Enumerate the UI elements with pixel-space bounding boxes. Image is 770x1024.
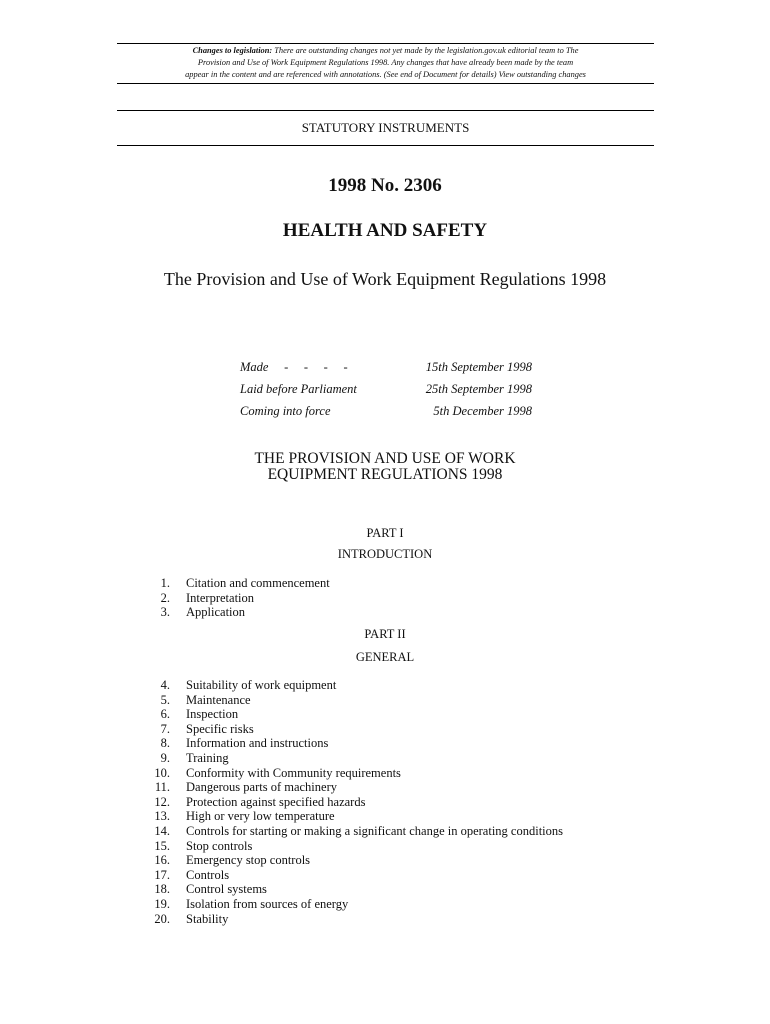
toc-text[interactable]: Dangerous parts of machinery <box>186 780 337 795</box>
toc-text[interactable]: Controls <box>186 867 230 882</box>
toc-number: 3. <box>160 605 170 620</box>
toc-item[interactable] <box>130 897 690 912</box>
toc-item[interactable] <box>130 809 690 824</box>
date-label: Laid before Parliament <box>240 382 357 396</box>
notice-line-2: Provision and Use of Work Equipment Regulations 1998. Any changes that have already been made by the team <box>197 58 574 67</box>
toc-text[interactable]: Stop controls <box>186 838 253 853</box>
toc-number: 20. <box>154 911 170 926</box>
toc-number: 9. <box>160 750 170 765</box>
toc-item[interactable] <box>130 707 690 722</box>
toc-text[interactable]: Maintenance <box>186 692 251 707</box>
toc-number: 12. <box>154 794 170 809</box>
regulations-title-line-1: THE PROVISION AND USE OF WORK <box>254 450 516 467</box>
document-title: The Provision and Use of Work Equipment Regulations 1998 <box>163 269 607 289</box>
part-2-label: PART II <box>364 627 406 641</box>
notice-line-3[interactable]: appear in the content and are referenced with annotations. (See end of Document for details) View outstanding changes <box>185 70 586 79</box>
toc-text[interactable]: Conformity with Community requirements <box>186 765 401 780</box>
toc-number: 4. <box>160 678 170 692</box>
date-row-force <box>240 400 532 422</box>
dates-block <box>240 356 532 422</box>
toc-number: 7. <box>160 721 170 736</box>
date-label: Made - - - - <box>240 360 348 374</box>
toc-text[interactable]: Isolation from sources of energy <box>186 896 349 911</box>
toc-item[interactable] <box>130 576 690 591</box>
toc-text[interactable]: High or very low temperature <box>186 809 335 824</box>
toc-text[interactable]: Controls for starting or making a significant change in operating conditions <box>186 823 564 838</box>
toc-item[interactable] <box>130 693 690 708</box>
toc-item[interactable] <box>130 868 690 883</box>
toc-text[interactable]: Information and instructions <box>186 736 329 751</box>
date-row-laid <box>240 378 532 400</box>
toc-text[interactable]: Interpretation <box>186 590 255 605</box>
toc-number: 19. <box>154 896 170 911</box>
date-value: 5th December 1998 <box>433 404 532 418</box>
toc-number: 11. <box>154 780 170 795</box>
toc-number: 6. <box>160 707 170 722</box>
toc-item[interactable] <box>130 795 690 810</box>
series-header: STATUTORY INSTRUMENTS <box>117 110 654 146</box>
part-2-contents <box>130 678 690 926</box>
date-value: 15th September 1998 <box>425 360 532 374</box>
instrument-number: 1998 No. 2306 <box>328 175 442 196</box>
toc-text[interactable]: Citation and commencement <box>186 576 330 590</box>
part-1-label: PART I <box>366 526 404 540</box>
notice-label: Changes to legislation: <box>192 46 273 55</box>
toc-item[interactable] <box>130 678 690 693</box>
toc-item[interactable] <box>130 736 690 751</box>
toc-item[interactable] <box>130 824 690 839</box>
toc-number: 8. <box>160 736 170 751</box>
toc-item[interactable] <box>130 591 690 606</box>
notice-line-1: Changes to legislation: There are outstanding changes not yet made by the legislation.gov.uk editorial team to The <box>192 46 579 55</box>
toc-item[interactable] <box>130 751 690 766</box>
toc-number: 5. <box>160 692 170 707</box>
regulations-title-line-2: EQUIPMENT REGULATIONS 1998 <box>267 466 503 483</box>
toc-item[interactable] <box>130 853 690 868</box>
toc-text[interactable]: Control systems <box>186 882 267 897</box>
toc-item[interactable] <box>130 912 690 927</box>
toc-text[interactable]: Specific risks <box>186 721 254 736</box>
toc-number: 16. <box>154 853 170 868</box>
toc-number: 2. <box>160 590 170 605</box>
toc-number: 10. <box>154 765 170 780</box>
toc-item[interactable] <box>130 766 690 781</box>
toc-text[interactable]: Protection against specified hazards <box>186 794 366 809</box>
date-row-made <box>240 356 532 378</box>
toc-item[interactable] <box>130 605 690 620</box>
toc-item[interactable] <box>130 780 690 795</box>
regulations-title <box>0 451 770 483</box>
part-1-name: INTRODUCTION <box>337 547 433 561</box>
toc-item[interactable] <box>130 839 690 854</box>
toc-item[interactable] <box>130 722 690 737</box>
toc-text[interactable]: Suitability of work equipment <box>186 678 337 692</box>
toc-item[interactable] <box>130 882 690 897</box>
toc-number: 13. <box>154 809 170 824</box>
date-label: Coming into force <box>240 404 331 418</box>
toc-text[interactable]: Application <box>186 605 246 620</box>
part-1-contents <box>130 576 690 620</box>
date-value: 25th September 1998 <box>425 382 532 396</box>
toc-number: 14. <box>154 823 170 838</box>
toc-number: 18. <box>154 882 170 897</box>
changes-notice <box>117 43 654 84</box>
toc-number: 1. <box>160 576 170 590</box>
toc-number: 17. <box>154 867 170 882</box>
subject-heading: HEALTH AND SAFETY <box>282 220 488 241</box>
part-2-name: GENERAL <box>355 650 415 664</box>
toc-text[interactable]: Stability <box>186 911 229 926</box>
toc-number: 15. <box>154 838 170 853</box>
toc-text[interactable]: Inspection <box>186 707 239 722</box>
toc-text[interactable]: Training <box>186 750 229 765</box>
toc-text[interactable]: Emergency stop controls <box>186 853 311 868</box>
